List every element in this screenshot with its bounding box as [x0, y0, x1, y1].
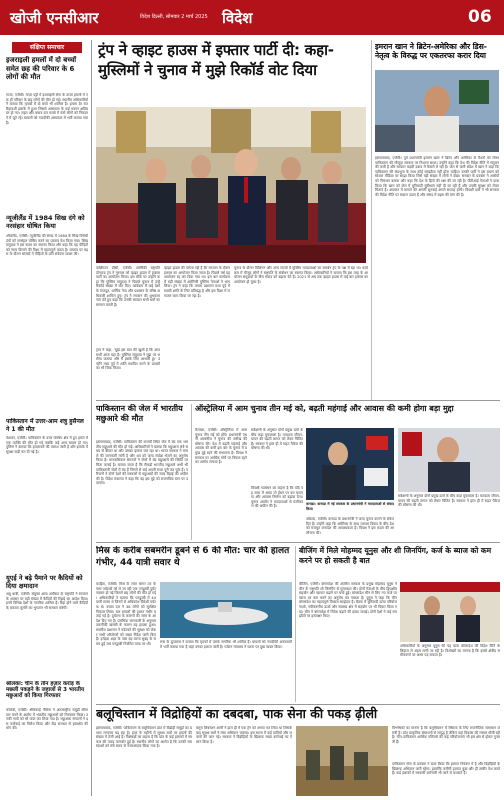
prison-divider — [191, 404, 192, 540]
bottom-headline: बलूचिस्तान में विद्रोहियों का दबदबा, पाक सेना की पकड़ ढ़ीली — [96, 706, 378, 721]
lead-headline: ट्रंप ने व्हाइट हाउस में इफ्तार पार्टी दी: कहा-मुस्लिमों ने चुनाव में मुझे रिकॉर्ड वोट दिया — [98, 41, 334, 79]
bimstec-photo-art — [400, 582, 500, 642]
section-rule-1 — [96, 400, 500, 401]
bottom-body-3: विश्लेषकों का मानना है कि बलूचिस्तान में स्थिरता के लिए राजनीतिक समाधान जरूरी है। प्रांत प्राकृतिक संसाधनों से समृद्ध है लेकिन यहां विकास की रफ्तार धीमी रही है। चीन-पाकिस्तान आर्थिक गलियारे की कई परियोजनाएं भी इस क्षेत्र से होकर गुजरती हैं। — [392, 726, 500, 744]
imran-photo — [375, 70, 499, 152]
section-title: विदेश — [222, 9, 253, 27]
right-divider — [371, 40, 372, 400]
egypt-body-2: रूस के दूतावास ने बताया कि मृतकों में उसके नागरिक भी शामिल हैं। घायलों को नजदीकी अस्पतालों में भर्ती कराया गया है जहां उनका इलाज जारी है। पर्यटन मंत्रालय ने घटना पर दुख व्यक्त किया। — [160, 640, 292, 649]
bimstec-body: बीजिंग, एजेंसी। बांग्लादेश की अंतरिम सरकार के प्रमुख मोहम्मद यूनुस ने चीन के राष्ट्रपति शी जिनपिंग से मुलाकात की। दोनों नेताओं के बीच द्विपक्षीय सहयोग और व्यापार बढ़ाने पर चर्चा हुई। बांग्लादेश चीन से लिए गए कर्ज पर ब्याज दर कम करने का अनुरोध कर सकता है। यूनुस ने कहा कि चीन बांग्लादेश का महत्वपूर्ण विकास साझेदार है। बैठक में बुनियादी ढांचा परियोजनाओं, नवीकरणीय ऊर्जा और स्वास्थ्य क्षेत्र में सहयोग पर भी विचार किया गया। चीन ने बांग्लादेश में निवेश बढ़ाने की इच्छा जताई। दोनों देशों ने कई समझौतों पर हस्ताक्षर किए। — [299, 582, 397, 619]
sidebar-body-4: अबू धाबी, एजेंसी। संयुक्त अरब अमीरात के राष्ट्रपति ने रमजान के अवसर पर बड़ी संख्या में कैदियों की रिहाई का आदेश दिया। इनमें विभिन्न देशों के नागरिक शामिल हैं। रिहा होने वाले कैदियों के बकाया जुर्माने का भुगतान भी सरकार करेगी। — [6, 592, 88, 610]
page-number: 06 — [468, 7, 492, 27]
sidebar-body-2: ऑकलैंड, एजेंसी। न्यूजीलैंड की संसद में 1984 के सिख विरोधी दंगों को नरसंहार घोषित करने का प्रस्ताव पेश किया गया। सिख समुदाय ने इस कदम का स्वागत किया और कहा कि यह पीड़ितों को न्याय दिलाने की दिशा में महत्वपूर्ण कदम है। प्रस्ताव पर बहस के दौरान सांसदों ने पीड़ितों के प्रति संवेदना व्यक्त की। — [6, 234, 88, 257]
paper-title: खोजी एनसीआर — [10, 9, 99, 27]
sidebar-headline-3: पाकिस्तान में उत्तर-आम शत्रु हुसैनल ने 1 की मौत — [6, 418, 84, 433]
sidebar-headline-5: श्रीलंका: चीन के तीन हज़ार करोड़ के मछली पकड़ने के जहाजों से 3 भारतीय मछुआरों को किया गिरफ्तार — [6, 681, 85, 700]
bottom-body-4: पाकिस्तान सेना के प्रवक्ता ने दावा किया कि हालात नियंत्रण में हैं और विद्रोहियों के खिलाफ अभियान जारी रहेगा। हालांकि जमीनी हालात कुछ और ही तस्वीर पेश करते हैं। कई इलाकों में सरकारी कर्मचारी भी जाने से कतराते हैं। — [392, 762, 500, 776]
egypt-headline: मिस्र के करीब सबमरीन डूबने से 6 की मौत: चार की हालत गंभीर, 44 यात्री सवार थे — [96, 546, 290, 568]
lead-body-2: व्हाइट हाउस की परंपरा रही है कि रमजान के दौरान इफ्तार का आयोजन किया जाता है। पिछले वर्ष यह आयोजन रद्द कर दिया गया था। इस बार कार्यक्रम में बड़ी संख्या में अमेरिकी मुस्लिम नेताओं ने भाग लिया। ट्रंप ने कहा कि उनका प्रशासन मध्य पूर्व में स्थायी शांति के लिए प्रतिबद्ध है और इस दिशा में लगातार काम किया जा रहा है। — [164, 266, 230, 298]
sidebar-headline-2: न्यूजीलैंड में 1984 सिख दंगे को नरसंहार घोषित किया — [6, 214, 85, 230]
australia-headline: ऑस्ट्रेलिया में आम चुनाव तीन मई को, बढ़ती महंगाई और आवास की कमी होगा बड़ा मुद्दा — [195, 404, 454, 413]
lead-body-3: चुनाव के दौरान मिशिगन और अन्य राज्यों में मुस्लिम मतदाताओं का समर्थन ट्रंप के पक्ष में रहा था। कार्यक्रम में मौजूद लोगों ने राष्ट्रपति के संबोधन का स्वागत किया। अधिकारियों ने बताया कि इस तरह के आयोजन समुदायों के बीच संवाद को बढ़ावा देते हैं। 2021 से अब तक व्हाइट हाउस में कई बार इफ्तार का आयोजन हो चुका है। — [234, 266, 368, 284]
australia-photo-2-art — [398, 428, 500, 492]
imran-body: इस्लामाबाद, एजेंसी। पूर्व प्रधानमंत्री इमरान खान ने ब्रिटेन और अमेरिका के रिश्तों को लेकर पाकिस्तान की मौजूदा सरकार पर निशाना साधा। उन्होंने कहा कि देश की विदेश नीति में संतुलन की कमी है और सरकार बाहरी दबाव में फैसले ले रही है। जेल से जारी संदेश में खान ने कहा कि पाकिस्तान की संप्रभुता के साथ कोई समझौता नहीं होना चाहिए। उनकी पार्टी ने इस बयान को सोशल मीडिया पर साझा किया जिसे बड़ी संख्या में लोगों ने देखा। सरकार के प्रवक्ता ने आरोपों को निराधार बताया और कहा कि देश के हितों की रक्षा की जा रही है। पीटीआई नेताओं ने दावा किया कि खान को जेल में बुनियादी सुविधाएं नहीं दी जा रही हैं और उनकी सुरक्षा को लेकर चिंताएं हैं। अदालत में मामले की अगली सुनवाई अगले सप्ताह होगी। विपक्षी दलों ने भी सरकार की विदेश नीति पर सवाल उठाए हैं और संसद में बहस की मांग की है। — [375, 156, 499, 197]
australia-side-body: ओटावा, एजेंसी। कनाडा के प्रधानमंत्री ने जल्द चुनाव कराने के संकेत दिए हैं। उन्होंने कहा कि अमेरिका के साथ व्यापार विवाद के बीच देश को मजबूत जनादेश की आवश्यकता है। विपक्ष ने इस कदम की आलोचना की। — [306, 517, 394, 535]
australia-side-text: सर्वेक्षणों के अनुसार दोनों प्रमुख दलों के बीच कड़ा मुकाबला है। मतदाता जीवन-यापन की बढ़ती लागत को लेकर चिंतित हैं। सरकार ने हाल ही में राहत पैकेज की घोषणा की थी। — [398, 494, 500, 508]
lead-body-1b: ट्रम्प ने कहा, 'मुझे इस बात की खुशी है कि आप सभी आज यहां हैं। मुस्लिम समुदाय ने मुझ पर भरोसा जताया और मैं इसके लिए आभारी हूं।' उन्होंने मध्य पूर्व में शांति स्थापित करने के प्रयासों का भी जिक्र किया। — [96, 348, 160, 371]
bimstec-photo — [400, 582, 500, 642]
bimstec-headline: बीजिंग में मिले मोहम्मद यूनुस और शी जिनपिंग, कर्ज के ब्याज को कम करने पर हो सकती है बात — [299, 546, 492, 565]
australia-photo — [306, 428, 394, 500]
section-rule-2 — [96, 542, 500, 543]
bottom-photo-art — [296, 726, 388, 796]
bottom-body-1: इस्लामाबाद, एजेंसी। पाकिस्तान के बलूचिस्तान प्रांत में विद्रोही समूहों का प्रभाव लगातार बढ़ रहा है। हाल के महीनों में सुरक्षा बलों पर हमलों की संख्या में तेजी आई है। विशेषज्ञों का कहना है कि प्रांत के कई इलाकों में सरकार की पकड़ कमजोर हुई है। स्थानीय लोगों का आरोप है कि उनकी समस्याओं को लंबे समय से नजरअंदाज किया गया है। — [96, 726, 192, 749]
egypt-body: काहिरा, एजेंसी। मिस्र के लाल सागर तट के पास पर्यटकों को ले जा रही एक पनडुब्बी दुर्घटनाग्रस्त हो गई जिसमें छह लोगों की मौत हो गई। अधिकारियों ने बताया कि पनडुब्बी में 44 यात्री सवार थे जिनमें से अधिकांश विदेशी पर्यटक थे। बचाव दल ने 38 लोगों को सुरक्षित निकाल लिया। चार घायलों की हालत गंभीर बताई गई है। दुर्घटना के कारणों की जांच के आदेश दिए गए हैं। प्रारंभिक जानकारी के अनुसार तकनीकी खराबी के कारण यह हादसा हुआ। स्थानीय प्रशासन ने पर्यटकों की सुरक्षा को लेकर सभी ऑपरेटरों को सख्त निर्देश जारी किए हैं। हर्गहदा शहर के पास यह घटना सुबह के समय हुई जब पनडुब्बी नियमित यात्रा पर थी। — [96, 582, 156, 646]
australia-caption: कनाडा: कनाडा में नई सरकार के प्रधानमंत्री ने मतदाताओं से संवाद किया — [306, 502, 394, 511]
australia-body-2: सर्वेक्षणों के अनुसार दोनों प्रमुख दलों के बीच कड़ा मुकाबला है। मतदाता जीवन-यापन की बढ़ती लागत को लेकर चिंतित हैं। सरकार ने हाल ही में राहत पैकेज की घोषणा की थी। — [251, 428, 303, 451]
lead-body-1: वाशिंगटन डीसी, एजेंसी। अमेरिकी राष्ट्रपति डोनाल्ड ट्रंप ने गुरुवार को व्हाइट हाउस में इफ्तार पार्टी का आयोजन किया। इस मौके पर उन्होंने कहा कि मुस्लिम समुदाय ने पिछले चुनाव में उन्हें रिकॉर्ड संख्या में वोट दिए। कार्यक्रम में कई देशों के राजदूत, धार्मिक नेता और प्रशासन के वरिष्ठ अधिकारी शामिल हुए। ट्रंप ने रमजान की शुभकामनाएं देते हुए कहा कि उनकी सरकार सभी धर्मों का सम्मान करती है। — [96, 266, 160, 307]
lead-photo-art — [96, 107, 366, 263]
sidebar-headline-1: इजराइली हमलों में दो बच्चों समेत छह की परिवार के 6 लोगों की मौत — [6, 56, 77, 82]
australia-photo-2 — [398, 428, 500, 492]
imran-photo-art — [375, 70, 499, 152]
australia-photo-art — [306, 428, 394, 500]
sidebar-body-1: गाजा, एजेंसी। गाजा पट्टी में इजराइली सेना के ताज़ा हमलों में एक ही परिवार के छह लोगों की मौत हो गई। स्थानीय अधिकारियों ने बताया कि मृतकों में दो बच्चे भी शामिल हैं। हमला देर रात रिहायशी इलाके में हुआ जिससे आसपास के कई मकान क्षतिग्रस्त हो गए। राहत और बचाव दल मलबे में फंसे लोगों को निकालने में जुटे रहे। घायलों को नजदीकी अस्पताल में भर्ती कराया गया है। — [6, 93, 88, 125]
section-rule-3 — [96, 704, 500, 705]
sidebar-body-5: कोलंबो, एजेंसी। श्रीलंकाई नौसेना ने अंतरराष्ट्रीय समुद्री सीमा पार करने के आरोप में भारतीय मछुआरों को गिरफ्तार किया। उनकी नावों को भी जब्त कर लिया गया है। मछुआरा संगठनों ने इस कार्रवाई का विरोध किया और केंद्र सरकार से हस्तक्षेप की मांग की। — [6, 708, 88, 731]
australia-body-3: विपक्षी गठबंधन का कहना है कि यदि वह सत्ता में आया तो ईंधन पर कर घटाएगा और आवास निर्माण को बढ़ावा देगा। चुनाव आयोग ने मतदाताओं से पंजीकरण की अपील की है। — [251, 486, 303, 509]
sidebar-headline-4: यूएई ने बढ़े पैमाने पर कैदियों को दिया क्षमादान — [6, 574, 83, 590]
masthead — [0, 0, 504, 35]
imran-headline: इमरान खान ने ब्रिटेन-अमेरिका और डिस-नेतृत्व के विरुद्ध पर एकतरफा करार दिया — [375, 42, 487, 60]
prison-headline: पाकिस्तान की जेल में भारतीय मछुआरे की मौत — [96, 404, 183, 423]
dateline: विदेश दिल्ली, सोमवार 2 मार्च 2025 — [140, 14, 208, 20]
sidebar-divider — [91, 40, 92, 796]
bottom-body-2: बलूच लिबरेशन आर्मी ने हाल ही में एक ट्रेन को अगवा कर लिया था जिसके बाद सुरक्षा बलों ने लंबा अभियान चलाया। इस घटना में कई यात्रियों और जवानों की जान गई। सरकार ने विद्रोहियों के खिलाफ सख्त कार्रवाई का ऐलान किया है। — [196, 726, 292, 744]
australia-body-1: कैनबरा, एजेंसी। ऑस्ट्रेलिया में आम चुनाव तीन मई को होंगे। प्रधानमंत्री एंथनी अल्बनीज ने चुनाव की तारीख की घोषणा की। देश में बढ़ती महंगाई और आवास की कमी इस बार के चुनाव में प्रमुख मुद्दे रहने की संभावना है। विपक्ष ने सरकार पर आर्थिक मोर्चे पर विफल रहने का आरोप लगाया है। — [195, 428, 247, 465]
egypt-photo-art — [160, 582, 292, 638]
bottom-photo — [296, 726, 388, 796]
egypt-photo — [160, 582, 292, 638]
egypt-divider — [295, 546, 296, 702]
sidebar-tag: संक्षिप्त समाचार — [12, 42, 82, 53]
prison-body: इस्लामाबाद, एजेंसी। पाकिस्तान की कराची स्थित जेल में बंद एक भारतीय मछुआरे की मौत हो गई। अधिकारियों ने बताया कि मछुआरा लंबे समय से बीमार था और उसका इलाज चल रहा था। भारत सरकार ने मामले की जानकारी मांगी है और शव को जल्द स्वदेश भेजने का अनुरोध किया है। मानवाधिकार संगठनों ने जेलों में बंद मछुआरों की स्थिति पर चिंता जताई है। बताया जाता है कि सैकड़ों भारतीय मछुआरे अभी भी पाकिस्तानी जेलों में बंद हैं जिनमें से कई अपनी सजा पूरी कर चुके हैं। परिजनों ने दोनों देशों की सरकारों से मछुआरों की जल्द रिहाई की अपील की है। विदेश मंत्रालय ने कहा कि वह इस मुद्दे को राजनयिक स्तर पर उठाएगा। — [96, 440, 188, 486]
lead-photo — [96, 107, 366, 263]
sidebar-body-3: पेशावर, एजेंसी। पाकिस्तान के उत्तर पश्चिम क्षेत्र में हुए हमले में एक व्यक्ति की मौत हो गई जबकि कई अन्य घायल हो गए। पुलिस ने बताया कि हमलावरों की तलाश जारी है और इलाके में सुरक्षा कड़ी कर दी गई है। — [6, 436, 88, 454]
bimstec-body-2: अधिकारियों के अनुसार यूनुस की यह यात्रा बांग्लादेश की विदेश नीति के लिहाज से अहम मानी जा रही है। विशेषज्ञों का मानना है कि इससे क्षेत्रीय समीकरणों पर असर पड़ सकता है। — [400, 644, 500, 658]
